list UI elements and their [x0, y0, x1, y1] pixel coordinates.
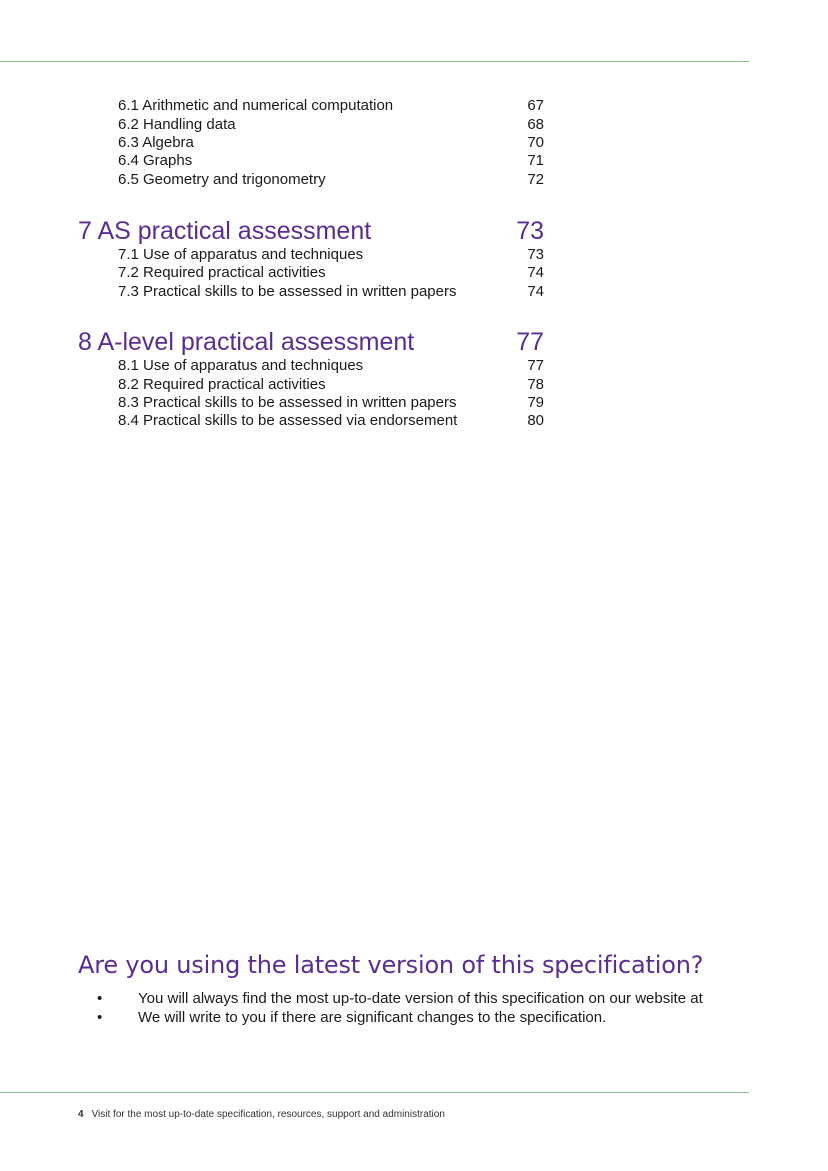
toc-entry-7-3[interactable]: [118, 283, 544, 301]
toc-entry-6-1[interactable]: [118, 97, 544, 115]
toc-entry-label: 8.3 Practical skills to be assessed in written papers: [118, 394, 457, 411]
toc-entry-page: 67: [527, 97, 544, 114]
toc-entry-page: 71: [527, 152, 544, 169]
bullet-text: You will always find the most up-to-date version of this specification on our website at: [138, 990, 703, 1007]
toc-entry-8-3[interactable]: [118, 394, 544, 412]
bullet-icon: •: [97, 1009, 103, 1026]
toc-heading-page: 73: [516, 217, 544, 245]
toc-entry-page: 73: [527, 246, 544, 263]
toc-entry-8-1[interactable]: [118, 357, 544, 375]
toc-entry-page: 78: [527, 376, 544, 393]
toc-entry-page: 68: [527, 116, 544, 133]
toc-entry-6-4[interactable]: [118, 152, 544, 170]
toc-entry-8-4[interactable]: [118, 412, 544, 430]
list-item: [97, 1008, 737, 1027]
bullet-icon: •: [97, 990, 103, 1007]
top-divider: [0, 61, 749, 62]
toc-entry-page: 80: [527, 412, 544, 429]
toc-entry-label: 6.4 Graphs: [118, 152, 193, 169]
list-item: [97, 989, 737, 1008]
toc-entry-page: 79: [527, 394, 544, 411]
page-number: 4: [78, 1109, 84, 1120]
toc-heading-page: 77: [516, 328, 544, 356]
toc-heading-label: 7 AS practical assessment: [78, 217, 372, 245]
toc-entry-6-5[interactable]: [118, 171, 544, 189]
toc-entry-7-1[interactable]: [118, 246, 544, 264]
toc-entry-page: 74: [527, 283, 544, 300]
toc-entry-label: 6.1 Arithmetic and numerical computation: [118, 97, 394, 114]
toc-entry-6-3[interactable]: [118, 134, 544, 152]
toc-heading-label: 8 A-level practical assessment: [78, 328, 415, 356]
toc-entry-page: 72: [527, 171, 544, 188]
bullet-text: We will write to you if there are significant changes to the specification.: [138, 1009, 607, 1026]
toc-entry-label: 7.2 Required practical activities: [118, 264, 326, 281]
toc-entry-page: 70: [527, 134, 544, 151]
bottom-divider: [0, 1092, 749, 1093]
toc-entry-label: 6.5 Geometry and trigonometry: [118, 171, 326, 188]
toc-entry-6-2[interactable]: [118, 116, 544, 134]
toc-entry-label: 8.2 Required practical activities: [118, 376, 326, 393]
toc-entry-label: 6.2 Handling data: [118, 116, 236, 133]
notice-heading: Are you using the latest version of this specification?: [78, 951, 704, 979]
toc-heading-section-8[interactable]: [78, 327, 544, 357]
toc-entry-8-2[interactable]: [118, 376, 544, 394]
toc-entry-label: 8.1 Use of apparatus and techniques: [118, 357, 364, 374]
toc-entry-label: 6.3 Algebra: [118, 134, 194, 151]
toc-entry-page: 77: [527, 357, 544, 374]
toc-entry-7-2[interactable]: [118, 264, 544, 282]
toc-entry-label: 7.3 Practical skills to be assessed in written papers: [118, 283, 457, 300]
toc-entry-label: 8.4 Practical skills to be assessed via endorsement: [118, 412, 458, 429]
page-footer: [78, 1108, 445, 1122]
toc-entry-label: 7.1 Use of apparatus and techniques: [118, 246, 364, 263]
toc-heading-section-7[interactable]: [78, 216, 544, 246]
footer-text: Visit for the most up-to-date specification, resources, support and administration: [91, 1109, 445, 1120]
toc-entry-page: 74: [527, 264, 544, 281]
